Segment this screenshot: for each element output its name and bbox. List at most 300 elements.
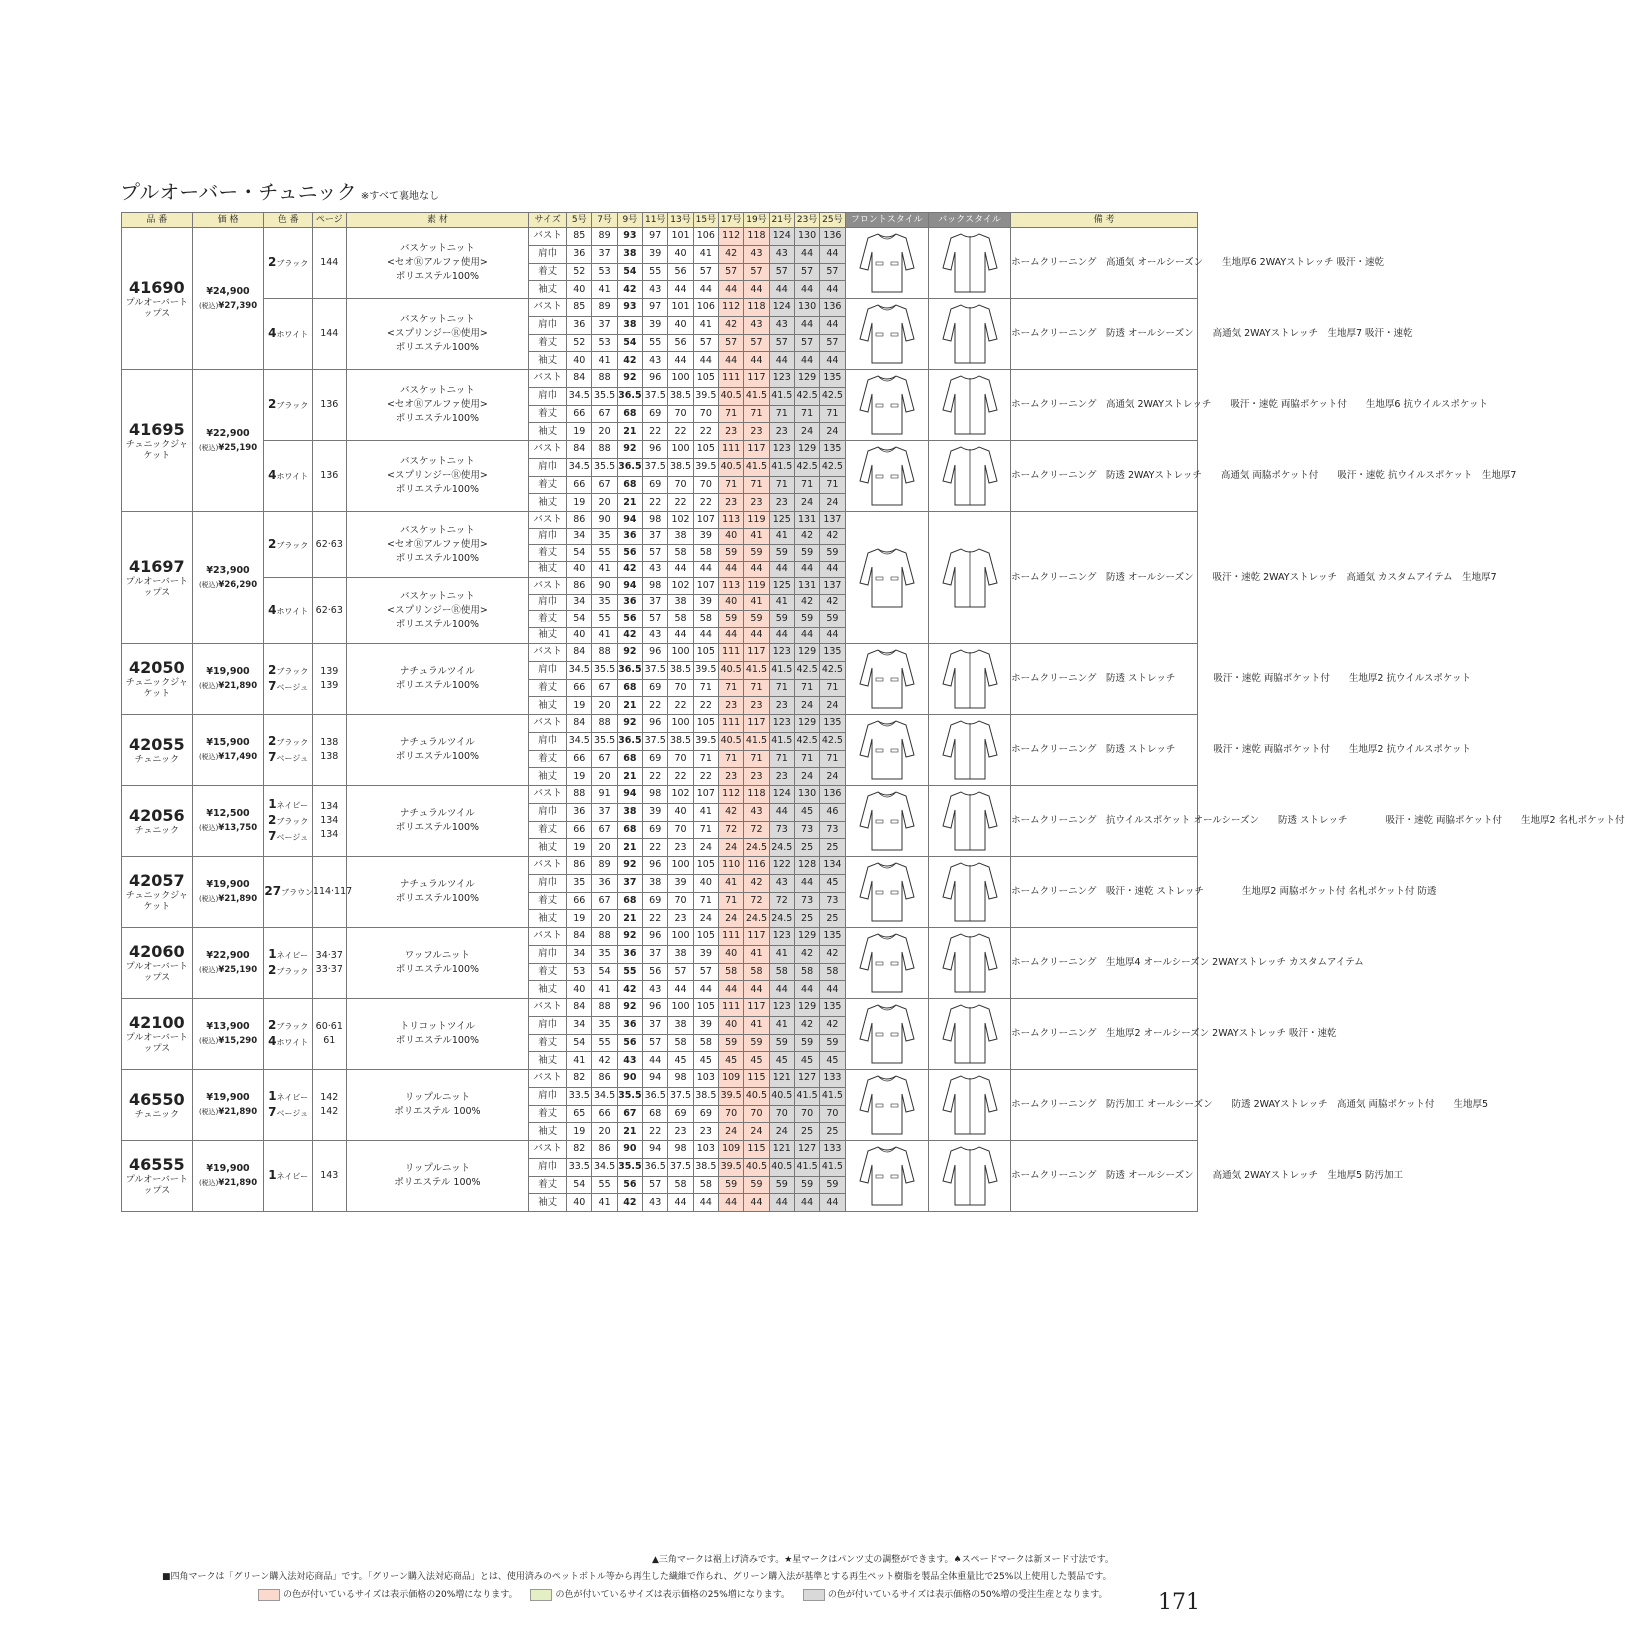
size-value: 24 bbox=[820, 494, 845, 512]
size-value: 44 bbox=[820, 316, 845, 334]
notes-cell: ホームクリーニング 防透 オールシーズン 高通気 2WAYストレッチ 生地厚7 吸汗・速乾 bbox=[1011, 299, 1198, 370]
size-value: 68 bbox=[643, 1105, 668, 1123]
size-value: 24 bbox=[794, 768, 819, 786]
size-value: 123 bbox=[769, 928, 794, 946]
color-cell bbox=[264, 512, 313, 578]
size-value: 66 bbox=[567, 476, 592, 494]
product-category: プルオーバートップス bbox=[125, 576, 188, 598]
size-value: 59 bbox=[820, 611, 845, 628]
size-value: 130 bbox=[794, 228, 819, 246]
size-value: 84 bbox=[567, 441, 592, 459]
catalog-page: 134 bbox=[320, 815, 339, 826]
material-line: ナチュラルツイル bbox=[399, 666, 475, 677]
color-name: ネイビー bbox=[276, 801, 309, 810]
material-line: ポリエステル100% bbox=[395, 680, 480, 691]
size-value: 98 bbox=[668, 1070, 693, 1088]
size-value: 44 bbox=[668, 352, 693, 370]
size-value: 42 bbox=[592, 1052, 617, 1070]
front-style-image bbox=[845, 370, 928, 441]
size-value: 66 bbox=[592, 1105, 617, 1123]
size-value: 67 bbox=[592, 821, 617, 839]
size-value: 55 bbox=[592, 545, 617, 562]
size-value: 59 bbox=[820, 1034, 845, 1052]
size-value: 73 bbox=[794, 892, 819, 910]
measure-label: 肩巾 bbox=[529, 1158, 567, 1176]
size-value: 22 bbox=[693, 494, 718, 512]
material-line: ポリエステル100% bbox=[395, 964, 480, 975]
size-value: 44 bbox=[794, 352, 819, 370]
color-name: ブラック bbox=[276, 667, 309, 676]
size-value: 41.5 bbox=[794, 1158, 819, 1176]
header-page: ページ bbox=[312, 213, 346, 228]
measure-label: バスト bbox=[529, 578, 567, 595]
material-line: <セオⓇアルファ使用> bbox=[386, 538, 488, 550]
size-value: 58 bbox=[693, 611, 718, 628]
size-value: 44 bbox=[820, 1194, 845, 1212]
material-line: <セオⓇアルファ使用> bbox=[386, 257, 488, 268]
color-name: ブラウン bbox=[281, 888, 314, 897]
size-value: 59 bbox=[744, 1034, 769, 1052]
color-cell bbox=[264, 999, 313, 1070]
size-value: 42 bbox=[820, 945, 845, 963]
size-value: 41 bbox=[744, 1016, 769, 1034]
size-value: 40 bbox=[718, 945, 743, 963]
size-value: 125 bbox=[769, 512, 794, 529]
size-value: 67 bbox=[592, 679, 617, 697]
size-value: 129 bbox=[794, 928, 819, 946]
tax-price: ¥21,890 bbox=[218, 894, 258, 904]
size-value: 41.5 bbox=[769, 387, 794, 405]
size-value: 70 bbox=[668, 750, 693, 768]
back-style-image bbox=[928, 370, 1010, 441]
size-value: 82 bbox=[567, 1141, 592, 1159]
table-row bbox=[122, 228, 1198, 246]
size-value: 36 bbox=[617, 945, 642, 963]
size-value: 37 bbox=[643, 528, 668, 545]
size-value: 41 bbox=[769, 945, 794, 963]
size-value: 39.5 bbox=[693, 387, 718, 405]
size-value: 34 bbox=[567, 528, 592, 545]
size-value: 71 bbox=[769, 750, 794, 768]
catalog-page: 136 bbox=[320, 399, 339, 410]
size-value: 52 bbox=[567, 263, 592, 281]
notes-cell: ホームクリーニング 防透 2WAYストレッチ 高通気 両脇ポケット付 吸汗・速乾 抗ウイルスポケット 生地厚7 bbox=[1011, 441, 1198, 512]
material-cell bbox=[346, 228, 528, 299]
size-value: 55 bbox=[592, 1034, 617, 1052]
size-value: 55 bbox=[592, 611, 617, 628]
size-value: 102 bbox=[668, 512, 693, 529]
size-value: 39.5 bbox=[693, 661, 718, 679]
size-value: 67 bbox=[592, 405, 617, 423]
legend-pink-text: の色が付いているサイズは表示価格の20%増になります。 bbox=[283, 1590, 518, 1600]
size-value: 54 bbox=[567, 1034, 592, 1052]
measure-label: バスト bbox=[529, 228, 567, 246]
size-value: 96 bbox=[643, 857, 668, 875]
size-value: 73 bbox=[769, 821, 794, 839]
size-value: 101 bbox=[668, 228, 693, 246]
material-line: バスケットニット bbox=[400, 385, 475, 396]
back-style-image bbox=[928, 1070, 1010, 1141]
size-value: 40 bbox=[567, 627, 592, 644]
size-value: 117 bbox=[744, 370, 769, 388]
size-value: 58 bbox=[794, 963, 819, 981]
size-value: 38 bbox=[668, 528, 693, 545]
size-value: 41 bbox=[693, 245, 718, 263]
measure-label: 着丈 bbox=[529, 405, 567, 423]
size-value: 45 bbox=[769, 1052, 794, 1070]
size-value: 41 bbox=[718, 874, 743, 892]
size-value: 96 bbox=[643, 715, 668, 733]
title-text: プルオーバー・チュニック bbox=[120, 180, 357, 204]
front-style-image bbox=[845, 1070, 928, 1141]
table-row bbox=[122, 999, 1198, 1017]
size-value: 56 bbox=[617, 545, 642, 562]
size-value: 35.5 bbox=[592, 661, 617, 679]
size-value: 22 bbox=[643, 494, 668, 512]
back-style-image bbox=[928, 299, 1010, 370]
color-number: 2 bbox=[268, 1018, 277, 1032]
size-value: 44 bbox=[744, 627, 769, 644]
size-value: 56 bbox=[668, 263, 693, 281]
size-value: 52 bbox=[567, 334, 592, 352]
size-value: 33.5 bbox=[567, 1158, 592, 1176]
measure-label: 肩巾 bbox=[529, 1016, 567, 1034]
page-cell bbox=[312, 228, 346, 299]
size-value: 71 bbox=[693, 679, 718, 697]
measure-label: 着丈 bbox=[529, 334, 567, 352]
size-value: 46 bbox=[820, 803, 845, 821]
material-cell bbox=[346, 857, 528, 928]
size-value: 41.5 bbox=[769, 732, 794, 750]
measure-label: 袖丈 bbox=[529, 910, 567, 928]
size-value: 41.5 bbox=[744, 661, 769, 679]
page-cell bbox=[312, 1141, 346, 1212]
size-value: 21 bbox=[617, 697, 642, 715]
size-value: 129 bbox=[794, 644, 819, 662]
size-value: 41 bbox=[592, 561, 617, 578]
size-value: 40 bbox=[668, 803, 693, 821]
price-cell bbox=[192, 928, 264, 999]
size-value: 40 bbox=[718, 528, 743, 545]
page-cell bbox=[312, 441, 346, 512]
color-number: 2 bbox=[268, 734, 277, 748]
size-value: 129 bbox=[794, 999, 819, 1017]
size-value: 37 bbox=[592, 803, 617, 821]
size-value: 43 bbox=[769, 245, 794, 263]
size-value: 44 bbox=[668, 281, 693, 299]
size-value: 71 bbox=[693, 821, 718, 839]
size-value: 42 bbox=[718, 316, 743, 334]
tax-label: (税込) bbox=[198, 1108, 219, 1116]
color-number: 7 bbox=[268, 679, 277, 693]
material-line: <スプリンジーⓇ使用> bbox=[386, 328, 488, 339]
back-style-image bbox=[928, 512, 1010, 644]
size-value: 84 bbox=[567, 644, 592, 662]
size-value: 72 bbox=[718, 821, 743, 839]
size-value: 92 bbox=[617, 999, 642, 1017]
size-value: 22 bbox=[643, 839, 668, 857]
size-value: 39 bbox=[693, 1016, 718, 1034]
size-value: 68 bbox=[617, 476, 642, 494]
color-name: ブラック bbox=[276, 817, 309, 826]
front-style-image bbox=[845, 999, 928, 1070]
size-value: 44 bbox=[769, 627, 794, 644]
catalog-page: 62·63 bbox=[315, 604, 343, 616]
tax-label: (税込) bbox=[198, 301, 219, 310]
size-value: 84 bbox=[567, 928, 592, 946]
size-value: 37.5 bbox=[643, 458, 668, 476]
size-value: 40 bbox=[718, 594, 743, 611]
material-line: ポリエステル100% bbox=[395, 413, 480, 424]
measure-label: 袖丈 bbox=[529, 839, 567, 857]
size-value: 71 bbox=[693, 750, 718, 768]
product-category: プルオーバートップス bbox=[125, 1175, 188, 1196]
size-value: 42 bbox=[718, 803, 743, 821]
tax-label: (税込) bbox=[198, 682, 219, 690]
size-value: 35 bbox=[567, 874, 592, 892]
size-value: 58 bbox=[668, 611, 693, 628]
header-color: 色 番 bbox=[264, 213, 313, 228]
header-size-13: 13号 bbox=[668, 213, 693, 228]
size-value: 57 bbox=[643, 545, 668, 562]
color-name: ブラック bbox=[276, 540, 309, 550]
table-row bbox=[122, 370, 1198, 388]
page-cell bbox=[312, 715, 346, 786]
size-value: 71 bbox=[744, 679, 769, 697]
size-value: 34.5 bbox=[567, 458, 592, 476]
page-title bbox=[120, 176, 439, 205]
size-value: 44 bbox=[668, 1194, 693, 1212]
size-value: 70 bbox=[668, 405, 693, 423]
material-line: <セオⓇアルファ使用> bbox=[386, 399, 488, 410]
size-value: 67 bbox=[592, 750, 617, 768]
size-value: 24 bbox=[718, 910, 743, 928]
notes-cell: ホームクリーニング 高通気 2WAYストレッチ 吸汗・速乾 両脇ポケット付 生地厚6 抗ウイルスポケット bbox=[1011, 370, 1198, 441]
size-value: 20 bbox=[592, 494, 617, 512]
measure-label: 肩巾 bbox=[529, 594, 567, 611]
size-value: 133 bbox=[820, 1141, 845, 1159]
measure-label: 着丈 bbox=[529, 963, 567, 981]
size-value: 41 bbox=[693, 803, 718, 821]
front-style-image bbox=[845, 228, 928, 299]
color-name: ホワイト bbox=[276, 1038, 309, 1047]
size-value: 39 bbox=[643, 245, 668, 263]
material-cell bbox=[346, 644, 528, 715]
color-number: 1 bbox=[268, 947, 277, 961]
size-value: 24.5 bbox=[744, 910, 769, 928]
size-value: 45 bbox=[693, 1052, 718, 1070]
size-value: 20 bbox=[592, 910, 617, 928]
size-value: 41 bbox=[769, 594, 794, 611]
size-value: 111 bbox=[718, 370, 743, 388]
size-value: 123 bbox=[769, 715, 794, 733]
size-value: 107 bbox=[693, 786, 718, 804]
measure-label: 袖丈 bbox=[529, 697, 567, 715]
size-value: 25 bbox=[820, 910, 845, 928]
size-value: 59 bbox=[820, 545, 845, 562]
tax-label: (税込) bbox=[198, 895, 219, 903]
product-code: 42056 bbox=[129, 805, 185, 825]
size-value: 135 bbox=[820, 644, 845, 662]
color-number: 4 bbox=[268, 602, 277, 617]
size-value: 92 bbox=[617, 441, 642, 459]
header-notes: 備 考 bbox=[1011, 213, 1198, 228]
material-cell bbox=[346, 999, 528, 1070]
catalog-page: 138 bbox=[320, 751, 339, 762]
size-value: 34.5 bbox=[567, 387, 592, 405]
material-line: リップルニット bbox=[404, 1163, 471, 1174]
price: ¥22,900 bbox=[206, 427, 250, 439]
size-value: 107 bbox=[693, 512, 718, 529]
size-value: 86 bbox=[592, 1070, 617, 1088]
size-value: 44 bbox=[794, 627, 819, 644]
size-value: 57 bbox=[794, 263, 819, 281]
size-value: 44 bbox=[794, 281, 819, 299]
size-value: 44 bbox=[794, 874, 819, 892]
size-value: 36 bbox=[617, 528, 642, 545]
size-value: 42.5 bbox=[794, 387, 819, 405]
material-line: バスケットニット bbox=[400, 314, 475, 325]
size-value: 124 bbox=[769, 299, 794, 317]
front-style-image bbox=[845, 786, 928, 857]
color-number: 27 bbox=[264, 884, 282, 898]
size-value: 36.5 bbox=[617, 387, 642, 405]
size-value: 92 bbox=[617, 370, 642, 388]
notes-cell: ホームクリーニング 防透 ストレッチ 吸汗・速乾 両脇ポケット付 生地厚2 抗ウイルスポケット bbox=[1011, 715, 1198, 786]
material-line: ポリエステル 100% bbox=[394, 1177, 481, 1188]
size-value: 84 bbox=[567, 999, 592, 1017]
material-line: リップルニット bbox=[404, 1092, 471, 1103]
notes-cell: ホームクリーニング 生地厚4 オールシーズン 2WAYストレッチ カスタムアイテム bbox=[1011, 928, 1198, 999]
header-front-style: フロントスタイル bbox=[845, 213, 928, 228]
size-value: 37 bbox=[643, 945, 668, 963]
table-row bbox=[122, 928, 1198, 946]
size-value: 43 bbox=[643, 281, 668, 299]
size-value: 44 bbox=[744, 981, 769, 999]
size-value: 73 bbox=[820, 821, 845, 839]
size-value: 84 bbox=[567, 370, 592, 388]
price: ¥19,900 bbox=[206, 1163, 250, 1174]
size-value: 69 bbox=[643, 750, 668, 768]
size-value: 44 bbox=[643, 1052, 668, 1070]
size-value: 90 bbox=[592, 512, 617, 529]
size-value: 116 bbox=[744, 857, 769, 875]
size-value: 57 bbox=[693, 963, 718, 981]
size-value: 135 bbox=[820, 715, 845, 733]
size-value: 40 bbox=[567, 281, 592, 299]
size-value: 42 bbox=[794, 1016, 819, 1034]
size-value: 88 bbox=[567, 786, 592, 804]
size-value: 42 bbox=[718, 245, 743, 263]
product-code: 46555 bbox=[129, 1155, 185, 1174]
size-value: 70 bbox=[718, 1105, 743, 1123]
header-size-15: 15号 bbox=[693, 213, 718, 228]
size-value: 44 bbox=[668, 561, 693, 578]
size-value: 36 bbox=[567, 245, 592, 263]
size-value: 38 bbox=[617, 803, 642, 821]
size-value: 131 bbox=[794, 578, 819, 595]
size-value: 44 bbox=[744, 281, 769, 299]
size-value: 66 bbox=[567, 892, 592, 910]
size-value: 129 bbox=[794, 370, 819, 388]
size-value: 57 bbox=[643, 611, 668, 628]
header-material: 素 材 bbox=[346, 213, 528, 228]
page-cell bbox=[312, 928, 346, 999]
color-number: 1 bbox=[268, 797, 277, 811]
size-value: 54 bbox=[567, 611, 592, 628]
size-value: 68 bbox=[617, 821, 642, 839]
size-value: 42.5 bbox=[794, 732, 819, 750]
size-value: 89 bbox=[592, 299, 617, 317]
measure-label: 肩巾 bbox=[529, 528, 567, 545]
tax-label: (税込) bbox=[198, 443, 219, 452]
size-value: 44 bbox=[769, 981, 794, 999]
size-value: 38 bbox=[617, 245, 642, 263]
table-row bbox=[122, 441, 1198, 459]
size-value: 54 bbox=[567, 1176, 592, 1194]
size-value: 54 bbox=[617, 334, 642, 352]
table-row bbox=[122, 1141, 1198, 1159]
product-code-cell bbox=[122, 1141, 193, 1212]
size-value: 40 bbox=[693, 874, 718, 892]
color-cell bbox=[264, 786, 313, 857]
size-value: 70 bbox=[693, 405, 718, 423]
price: ¥15,900 bbox=[206, 737, 250, 748]
page-cell bbox=[312, 299, 346, 370]
size-value: 34.5 bbox=[567, 732, 592, 750]
size-value: 40.5 bbox=[718, 661, 743, 679]
size-value: 24.5 bbox=[769, 910, 794, 928]
size-value: 88 bbox=[592, 644, 617, 662]
size-value: 71 bbox=[769, 405, 794, 423]
size-value: 59 bbox=[769, 545, 794, 562]
size-value: 59 bbox=[769, 611, 794, 628]
color-cell bbox=[264, 299, 313, 370]
size-value: 105 bbox=[693, 441, 718, 459]
size-value: 54 bbox=[592, 963, 617, 981]
size-value: 20 bbox=[592, 423, 617, 441]
measure-label: 着丈 bbox=[529, 476, 567, 494]
size-value: 136 bbox=[820, 786, 845, 804]
size-value: 23 bbox=[744, 423, 769, 441]
size-value: 58 bbox=[769, 963, 794, 981]
size-value: 71 bbox=[718, 679, 743, 697]
tax-label: (税込) bbox=[198, 1037, 219, 1045]
legend-green-text: の色が付いているサイズは表示価格の25%増になります。 bbox=[555, 1590, 791, 1600]
size-value: 25 bbox=[794, 839, 819, 857]
size-value: 44 bbox=[820, 245, 845, 263]
size-value: 57 bbox=[643, 1176, 668, 1194]
back-style-image bbox=[928, 1141, 1010, 1212]
header-size-21: 21号 bbox=[769, 213, 794, 228]
color-cell bbox=[264, 370, 313, 441]
measure-label: バスト bbox=[529, 786, 567, 804]
size-value: 69 bbox=[693, 1105, 718, 1123]
size-value: 36.5 bbox=[617, 661, 642, 679]
page-cell bbox=[312, 370, 346, 441]
catalog-page: 33·37 bbox=[315, 964, 343, 975]
catalog-page: 114·117 bbox=[312, 886, 353, 897]
product-code: 46550 bbox=[129, 1089, 185, 1109]
measure-label: 着丈 bbox=[529, 1176, 567, 1194]
measure-label: 着丈 bbox=[529, 263, 567, 281]
size-value: 42.5 bbox=[820, 732, 845, 750]
size-value: 44 bbox=[820, 627, 845, 644]
size-value: 113 bbox=[718, 578, 743, 595]
size-value: 92 bbox=[617, 715, 642, 733]
size-value: 23 bbox=[668, 910, 693, 928]
size-value: 71 bbox=[744, 476, 769, 494]
